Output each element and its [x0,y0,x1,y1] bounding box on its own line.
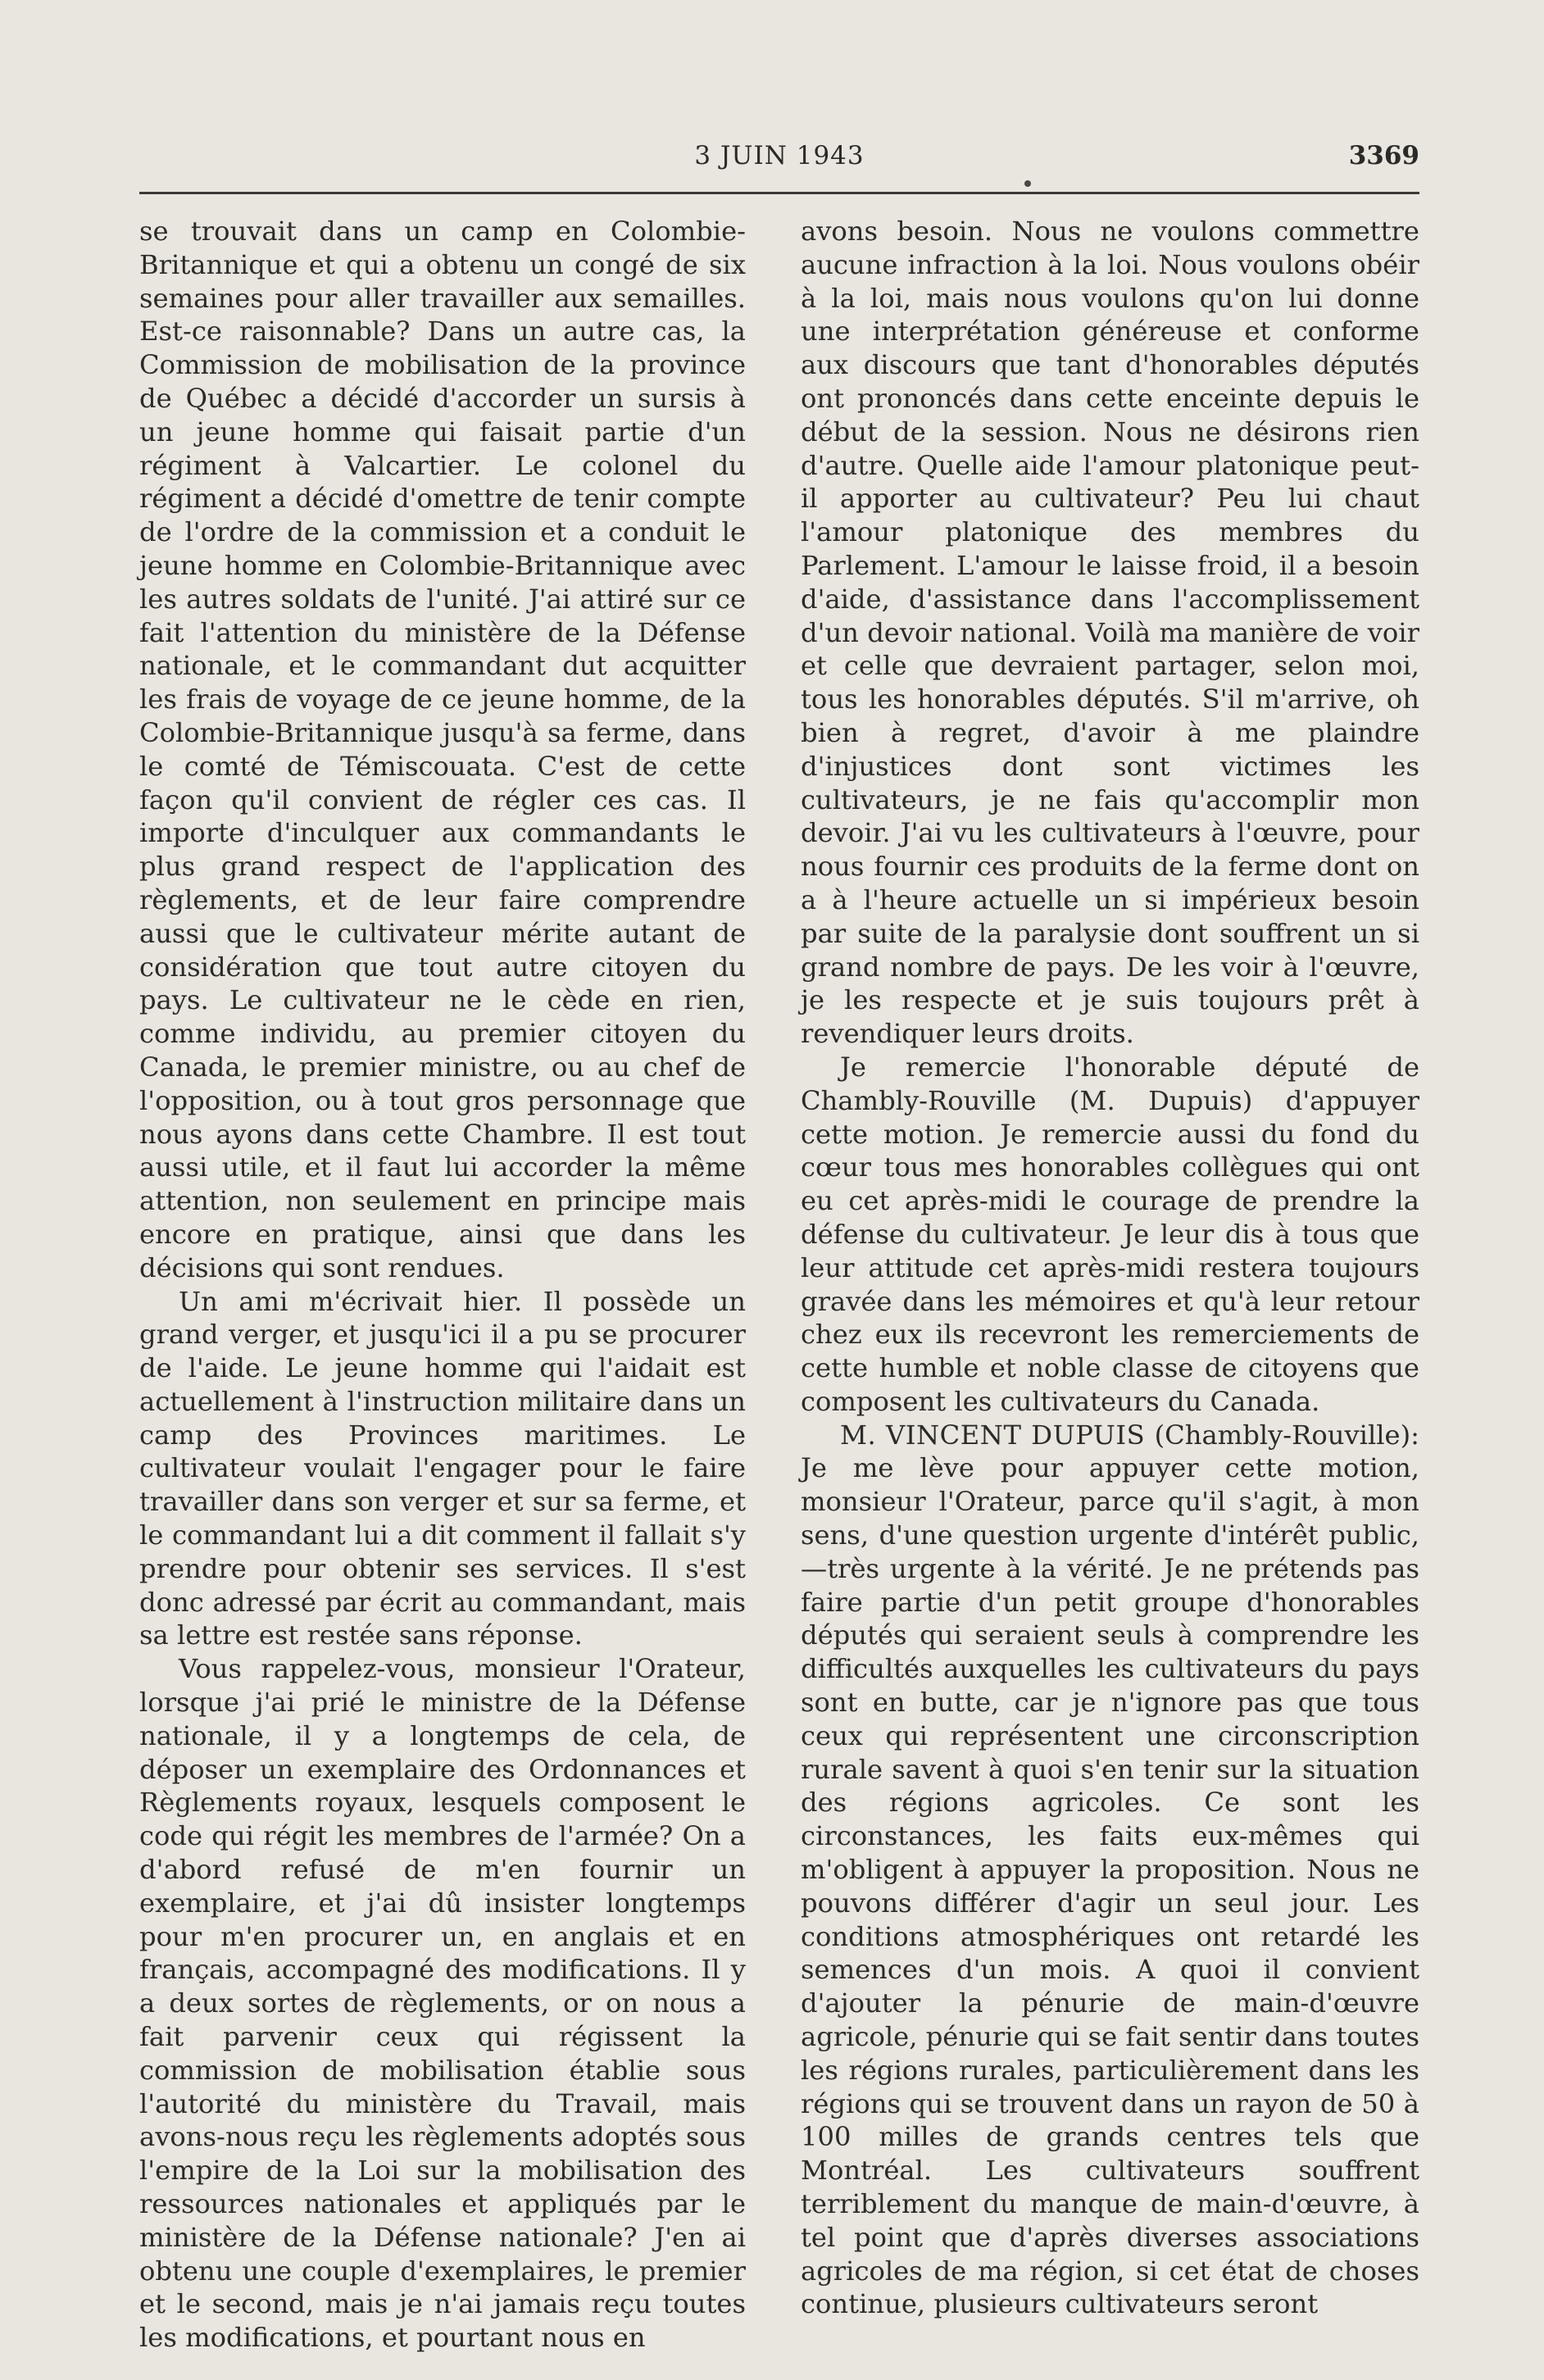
header-dot [1024,180,1031,187]
right-paragraph-2: Je remercie l'honorable député de Chambly-Rouville (M. Dupuis) d'appuyer cette motion. Je remercie aussi du fond du cœur tous mes honorables collègues qui ont eu cet après-midi le courage de prendre la défense du cultivateur. Je leur dis à tous que leur attitude cet après-midi restera toujours gravée dans les mémoires et qu'à leur retour chez eux ils recevront les remerciements de cette humble et noble classe de citoyens que composent les cultivateurs du Canada. [801,1051,1419,1417]
speech-text: (Chambly-Rouville): Je me lève pour appuyer cette motion, monsieur l'Orateur, parce qu'il s'agit, à mon sens, d'une question urgente d'intérêt public,—très urgente à la vérité. Je ne prétends pas faire partie d'un petit groupe d'honorables députés qui seraient seuls à comprendre les difficultés auxquelles les cultivateurs du pays sont en butte, car je n'ignore pas que tous ceux qui représentent une circonscription rurale savent à quoi s'en tenir sur la situation des régions agricoles. Ce sont les circonstances, les faits eux-mêmes qui m'obligent à appuyer la proposition. Nous ne pouvons différer d'agir un seul jour. Les conditions atmosphériques ont retardé les semences d'un mois. A quoi il convient d'ajouter la pénurie de main-d'œuvre agricole, pénurie qui se fait sentir dans toutes les régions rurales, particulièrement dans les régions qui se trouvent dans un rayon de 50 à 100 milles de grands centres tels que Montréal. Les cultivateurs souffrent terriblement du manque de main-d'œuvre, à tel point que d'après diverses associations agricoles de ma région, si cet état de choses continue, plusieurs cultivateurs seront [801,1419,1420,2320]
page-number: 3369 [1348,141,1419,170]
right-column [801,215,1419,2321]
page-date: 3 JUIN 1943 [694,141,865,170]
speaker-name: M. VINCENT DUPUIS [840,1419,1146,1451]
right-paragraph-1: avons besoin. Nous ne voulons commettre aucune infraction à la loi. Nous voulons obéir à la loi, mais nous voulons qu'on lui donne une interprétation généreuse et conforme aux discours que tant d'honorables députés ont prononcés dans cette enceinte depuis le début de la session. Nous ne désirons rien d'autre. Quelle aide l'amour platonique peut-il apporter au cultivateur? Peu lui chaut l'amour platonique des membres du Parlement. L'amour le laisse froid, il a besoin d'aide, d'assistance dans l'accomplissement d'un devoir national. Voilà ma manière de voir et celle que devraient partager, selon moi, tous les honorables députés. S'il m'arrive, oh bien à regret, d'avoir à me plaindre d'injustices dont sont victimes les cultivateurs, je ne fais qu'accomplir mon devoir. J'ai vu les cultivateurs à l'œuvre, pour nous fournir ces produits de la ferme dont on a à l'heure actuelle un si impérieux besoin par suite de la paralysie dont souffrent un si grand nombre de pays. De les voir à l'œuvre, je les respecte et je suis toujours prêt à revendiquer leurs droits. [801,216,1419,1050]
header-rule [139,192,1419,194]
left-paragraph-2: Un ami m'écrivait hier. Il possède un grand verger, et jusqu'ici il a pu se procurer de l'aide. Le jeune homme qui l'aidait est actuellement à l'instruction militaire dans un camp des Provinces maritimes. Le cultivateur voulait l'engager pour le faire travailler dans son verger et sur sa ferme, et le commandant lui a dit comment il fallait s'y prendre pour obtenir ses services. Il s'est donc adressé par écrit au commandant, mais sa lettre est restée sans réponse. [139,1285,746,1651]
page-header [139,141,1419,182]
right-paragraph-3 [801,1419,1419,2322]
left-paragraph-1: se trouvait dans un camp en Colombie-Britannique et qui a obtenu un congé de six semaines pour aller travailler aux semailles. Est-ce raisonnable? Dans un autre cas, la Commission de mobilisation de la province de Québec a décidé d'accorder un sursis à un jeune homme qui faisait partie d'un régiment à Valcartier. Le colonel du régiment a décidé d'omettre de tenir compte de l'ordre de la commission et a conduit le jeune homme en Colombie-Britannique avec les autres soldats de l'unité. J'ai attiré sur ce fait l'attention du ministère de la Défense nationale, et le commandant dut acquitter les frais de voyage de ce jeune homme, de la Colombie-Britannique jusqu'à sa ferme, dans le comté de Témiscouata. C'est de cette façon qu'il convient de régler ces cas. Il importe d'inculquer aux commandants le plus grand respect de l'application des règlements, et de leur faire comprendre aussi que le cultivateur mérite autant de considération que tout autre citoyen du pays. Le cultivateur ne le cède en rien, comme individu, au premier citoyen du Canada, le premier ministre, ou au chef de l'opposition, ou à tout gros personnage que nous ayons dans cette Chambre. Il est tout aussi utile, et il faut lui accorder la même attention, non seulement en principe mais encore en pratique, ainsi que dans les décisions qui sont rendues. [139,216,746,1283]
left-paragraph-3: Vous rappelez-vous, monsieur l'Orateur, lorsque j'ai prié le ministre de la Défense nationale, il y a longtemps de cela, de déposer un exemplaire des Ordonnances et Règlements royaux, lesquels composent le code qui régit les membres de l'armée? On a d'abord refusé de m'en fournir un exemplaire, et j'ai dû insister longtemps pour m'en procurer un, en anglais et en français, accompagné des modifications. Il y a deux sortes de règlements, or on nous a fait parvenir ceux qui régissent la commission de mobilisation établie sous l'autorité du ministère du Travail, mais avons-nous reçu les règlements adoptés sous l'empire de la Loi sur la mobilisation des ressources nationales et appliqués par le ministère de la Défense nationale? J'en ai obtenu une couple d'exemplaires, le premier et le second, mais je n'ai jamais reçu toutes les modifications, et pourtant nous en [139,1653,746,2354]
left-column [139,215,746,2355]
